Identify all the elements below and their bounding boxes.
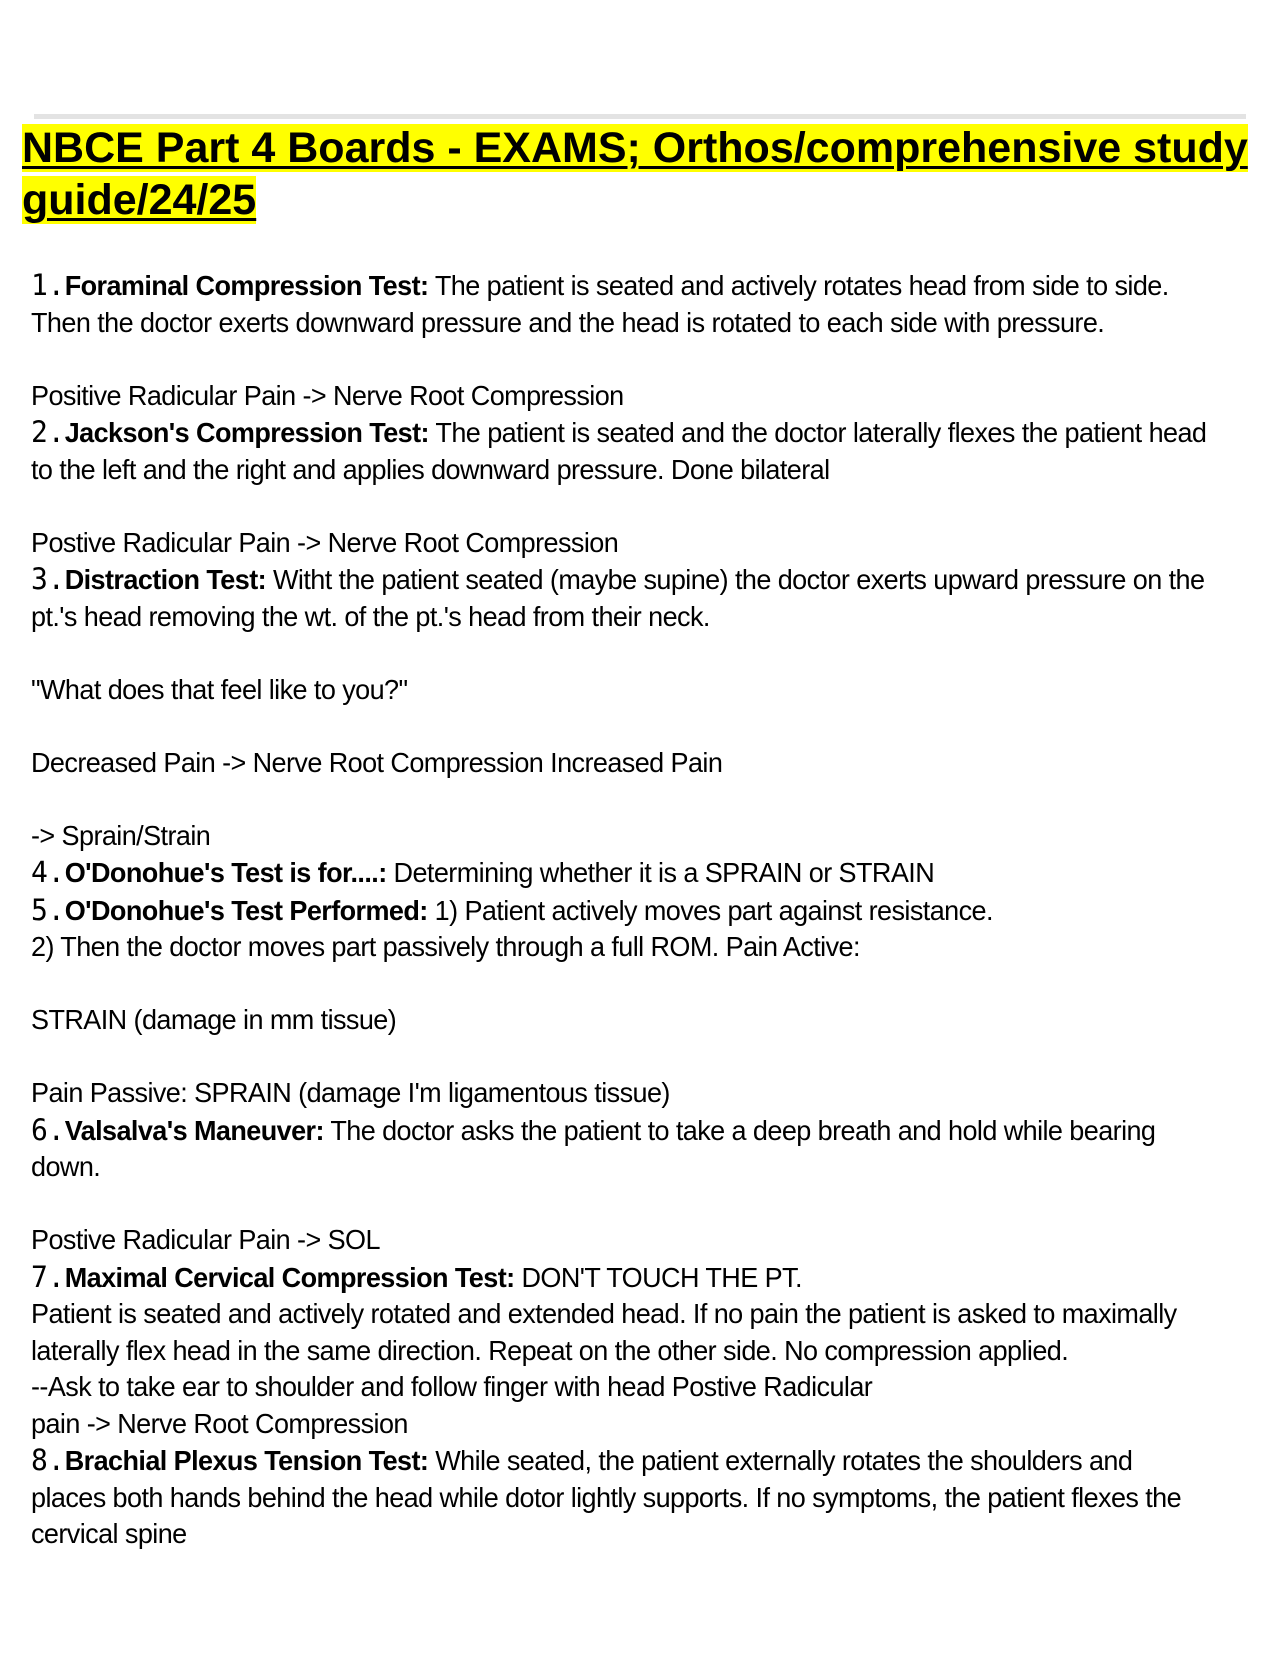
item-definition: 1) Patient actively moves part against resistance. [427,894,993,926]
item-number: 8. [31,1443,65,1477]
item-term: Brachial Plexus Tension Test: [64,1445,429,1476]
question-item [31,854,1206,892]
item-note: STRAIN (damage in mm tissue) [31,1004,397,1035]
top-divider [34,114,1246,119]
item-note: Decreased Pain -> Nerve Root Compression Increased Pain [31,746,723,778]
item-note: Postive Radicular Pain -> SOL [31,1224,380,1255]
item-definition: The doctor asks the patient to take a deep breath and hold while bearing down. [31,1114,1156,1182]
item-term: Foraminal Compression Test: [64,270,429,301]
item-term: Jackson's Compression Test: [64,417,429,448]
item-note: "What does that feel like to you?" [31,673,408,705]
item-number: 3. [31,562,65,596]
blank-line [31,1186,1206,1223]
item-definition: While seated, the patient externally rotates the shoulders and places both hands behind the head while dotor lightly supports. If no symptoms, the patient flexes the cervical spine [31,1445,1182,1549]
item-note: pain -> Nerve Root Compression [31,1407,408,1439]
item-term: Maximal Cervical Compression Test: [64,1261,515,1293]
title-highlight: NBCE Part 4 Boards - EXAMS; Orthos/comprehensive study guide/24/25 [22,124,1248,224]
item-number: 6. [31,1112,65,1147]
item-number: 7. [31,1259,65,1294]
item-number: 2. [31,415,65,449]
item-note: -> Sprain/Strain [31,819,211,851]
item-note: Positive Radicular Pain -> Nerve Root Compression [31,379,624,411]
item-note: --Ask to take ear to shoulder and follow finger with head Postive Radicular [31,1371,873,1402]
blank-line [31,781,1206,818]
item-definition: Witht the patient seated (maybe supine) the doctor exerts upward pressure on the pt.'s head removing the wt. of the pt.'s head from their neck. [31,564,1205,632]
question-item [31,1442,1206,1553]
item-definition: The patient is seated and actively rotates head from side to side. Then the doctor exerts downward pressure and the head is rotated to each side with pressure. [31,270,1169,338]
question-item [31,414,1206,488]
question-item [31,892,1206,930]
blank-line [31,635,1206,672]
item-definition: Determining whether it is a SPRAIN or STRAIN [386,857,935,888]
item-note: Patient is seated and actively rotated and extended head. If no pain the patient is asked to maximally laterally flex head in the same direction. Repeat on the other side. No compression applied. [31,1298,1177,1366]
blank-line [31,1039,1206,1076]
item-term: O'Donohue's Test Performed: [64,894,428,926]
item-note: Pain Passive: SPRAIN (damage I'm ligamentous tissue) [31,1077,670,1108]
question-item [31,561,1206,635]
question-item [31,1259,1206,1297]
item-definition: The patient is seated and the doctor laterally flexes the patient head to the left and the right and applies downward pressure. Done bilateral [31,417,1207,485]
question-item [31,1112,1206,1186]
item-term: Valsalva's Maneuver: [64,1114,324,1146]
blank-line [31,966,1206,1003]
document-title [22,122,1252,226]
question-item [31,267,1206,341]
blank-line [31,488,1206,525]
item-number: 4. [31,855,65,889]
item-term: O'Donohue's Test is for....: [64,857,387,888]
study-guide-content [31,267,1206,1553]
item-definition: DON'T TOUCH THE PT. [514,1261,802,1293]
item-term: Distraction Test: [64,564,267,595]
item-number: 5. [31,892,65,927]
item-number: 1. [31,268,65,302]
blank-line [31,341,1206,378]
item-note: 2) Then the doctor moves part passively through a full ROM. Pain Active: [31,931,860,962]
blank-line [31,708,1206,745]
item-note: Postive Radicular Pain -> Nerve Root Compression [31,526,619,558]
